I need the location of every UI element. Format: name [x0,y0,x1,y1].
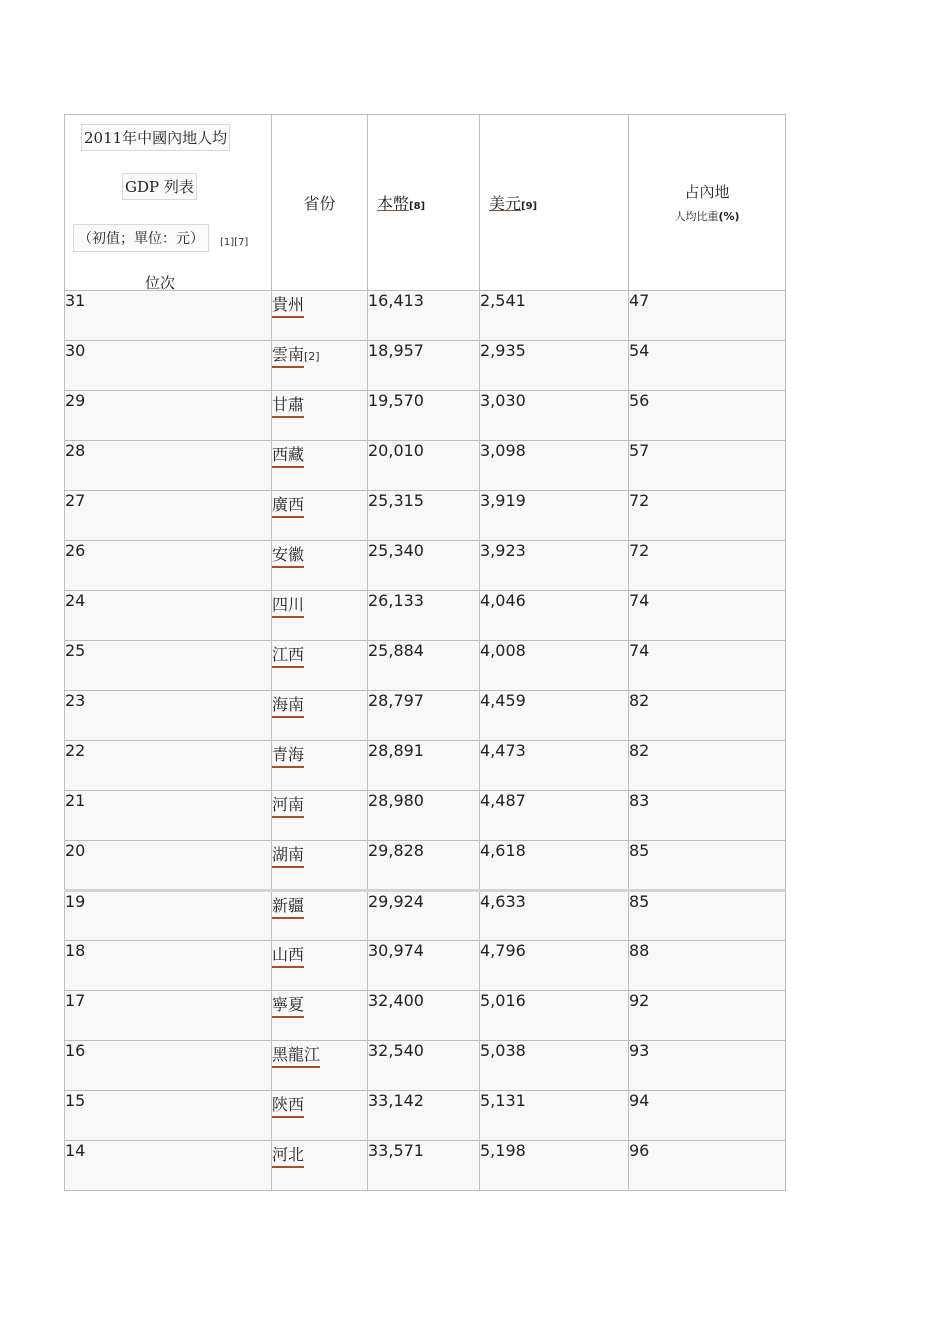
province-link[interactable]: 黑龍江 [272,1042,320,1068]
table-title-unit: （初值；單位：元） [73,224,209,252]
usd-value-cell: 4,618 [480,841,629,891]
province-cell [272,291,368,341]
province-column-header [272,115,368,291]
rank-cell: 25 [65,641,272,691]
table-row [65,391,786,441]
rmb-value-cell: 26,133 [368,591,480,641]
rmb-reference[interactable]: [8] [409,201,426,212]
share-value-cell: 72 [629,541,786,591]
rank-cell: 15 [65,1091,272,1141]
share-column-header [629,115,786,291]
province-link[interactable]: 安徽 [272,542,304,568]
usd-value-cell: 4,633 [480,891,629,941]
rank-cell: 20 [65,841,272,891]
province-link[interactable]: 雲南 [272,342,304,368]
province-cell [272,441,368,491]
table-row [65,541,786,591]
share-value-cell: 94 [629,1091,786,1141]
rank-cell: 14 [65,1141,272,1191]
usd-value-cell: 4,008 [480,641,629,691]
share-value-cell: 82 [629,741,786,791]
rank-cell: 16 [65,1041,272,1091]
province-cell [272,1141,368,1191]
province-cell [272,841,368,891]
share-value-cell: 83 [629,791,786,841]
usd-value-cell: 3,919 [480,491,629,541]
province-cell [272,491,368,541]
rmb-header-link[interactable]: 本幣 [377,194,410,213]
province-link[interactable]: 江西 [272,642,304,668]
usd-value-cell: 5,016 [480,991,629,1041]
province-link[interactable]: 陝西 [272,1092,304,1118]
table-body [65,291,786,1191]
rmb-value-cell: 28,980 [368,791,480,841]
usd-reference[interactable]: [9] [521,201,538,212]
province-link[interactable]: 寧夏 [272,992,304,1018]
province-link[interactable]: 甘肅 [272,392,304,418]
table-title-line2: GDP 列表 [122,173,197,200]
rank-cell: 22 [65,741,272,791]
share-header-line1: 占內地 [684,183,730,201]
province-cell [272,641,368,691]
rank-cell: 29 [65,391,272,441]
usd-value-cell: 5,038 [480,1041,629,1091]
province-link[interactable]: 海南 [272,692,304,718]
usd-value-cell: 4,046 [480,591,629,641]
province-link[interactable]: 四川 [272,592,304,618]
province-link[interactable]: 河南 [272,792,304,818]
rmb-column-header [368,115,480,291]
share-value-cell: 88 [629,941,786,991]
province-link[interactable]: 廣西 [272,492,304,518]
table-row [65,1141,786,1191]
table-header [65,115,786,291]
table-row [65,591,786,641]
usd-value-cell: 5,131 [480,1091,629,1141]
province-cell [272,891,368,941]
province-cell [272,1041,368,1091]
usd-value-cell: 3,098 [480,441,629,491]
share-value-cell: 93 [629,1041,786,1091]
rmb-value-cell: 29,828 [368,841,480,891]
share-value-cell: 47 [629,291,786,341]
rank-cell: 24 [65,591,272,641]
province-link[interactable]: 山西 [272,942,304,968]
table-row [65,641,786,691]
rmb-value-cell: 25,315 [368,491,480,541]
table-row [65,1091,786,1141]
usd-value-cell: 4,487 [480,791,629,841]
province-cell [272,691,368,741]
table-row [65,741,786,791]
rmb-value-cell: 16,413 [368,291,480,341]
rmb-value-cell: 30,974 [368,941,480,991]
share-value-cell: 57 [629,441,786,491]
rank-cell: 27 [65,491,272,541]
share-header-text: 人均比重 [674,210,719,223]
share-value-cell: 92 [629,991,786,1041]
table-row [65,1041,786,1091]
rmb-value-cell: 25,340 [368,541,480,591]
province-cell [272,391,368,441]
province-cell [272,741,368,791]
rmb-value-cell: 28,891 [368,741,480,791]
usd-header-link[interactable]: 美元 [489,194,522,213]
province-cell [272,941,368,991]
share-value-cell: 85 [629,841,786,891]
header-rank-cell [65,115,272,291]
rmb-value-cell: 19,570 [368,391,480,441]
rank-column-header: 位次 [145,274,176,292]
province-cell [272,1091,368,1141]
table-row [65,791,786,841]
province-link[interactable]: 河北 [272,1142,304,1168]
rmb-value-cell: 33,142 [368,1091,480,1141]
province-link[interactable]: 貴州 [272,292,304,318]
rmb-value-cell: 28,797 [368,691,480,741]
usd-column-header [480,115,629,291]
rank-cell: 23 [65,691,272,741]
rank-cell: 19 [65,891,272,941]
rmb-value-cell: 29,924 [368,891,480,941]
province-cell [272,991,368,1041]
rank-cell: 31 [65,291,272,341]
province-cell [272,591,368,641]
share-header-unit: (%) [718,210,740,223]
usd-value-cell: 3,030 [480,391,629,441]
share-value-cell: 74 [629,641,786,691]
rmb-value-cell: 20,010 [368,441,480,491]
province-link[interactable]: 西藏 [272,442,304,468]
table-row [65,491,786,541]
share-value-cell: 56 [629,391,786,441]
table-row [65,991,786,1041]
province-link[interactable]: 新疆 [272,893,304,919]
share-value-cell: 96 [629,1141,786,1191]
table-row [65,891,786,941]
table-row [65,341,786,391]
rmb-value-cell: 33,571 [368,1141,480,1191]
usd-value-cell: 3,923 [480,541,629,591]
usd-value-cell: 4,796 [480,941,629,991]
province-header-label: 省份 [303,194,336,213]
gdp-table [64,114,786,1191]
share-header-line2 [629,208,785,224]
share-value-cell: 74 [629,591,786,641]
usd-value-cell: 4,473 [480,741,629,791]
province-reference[interactable]: [2] [304,350,320,363]
usd-value-cell: 2,935 [480,341,629,391]
province-cell [272,791,368,841]
rank-cell: 21 [65,791,272,841]
province-cell [272,541,368,591]
rank-cell: 28 [65,441,272,491]
rmb-value-cell: 25,884 [368,641,480,691]
usd-value-cell: 2,541 [480,291,629,341]
share-value-cell: 85 [629,891,786,941]
rmb-value-cell: 18,957 [368,341,480,391]
table-row [65,941,786,991]
rmb-value-cell: 32,540 [368,1041,480,1091]
rank-cell: 30 [65,341,272,391]
rmb-value-cell: 32,400 [368,991,480,1041]
province-cell [272,341,368,391]
usd-value-cell: 4,459 [480,691,629,741]
share-value-cell: 72 [629,491,786,541]
province-link[interactable]: 青海 [272,742,304,768]
province-link[interactable]: 湖南 [272,842,304,868]
usd-value-cell: 5,198 [480,1141,629,1191]
share-value-cell: 82 [629,691,786,741]
table-row [65,441,786,491]
share-value-cell: 54 [629,341,786,391]
rank-cell: 17 [65,991,272,1041]
rank-cell: 26 [65,541,272,591]
table-row [65,291,786,341]
table-row [65,691,786,741]
title-reference-link[interactable]: [1][7] [220,237,249,248]
rank-cell: 18 [65,941,272,991]
table-title-line1: 2011年中國內地人均 [81,124,230,151]
table-row [65,841,786,891]
